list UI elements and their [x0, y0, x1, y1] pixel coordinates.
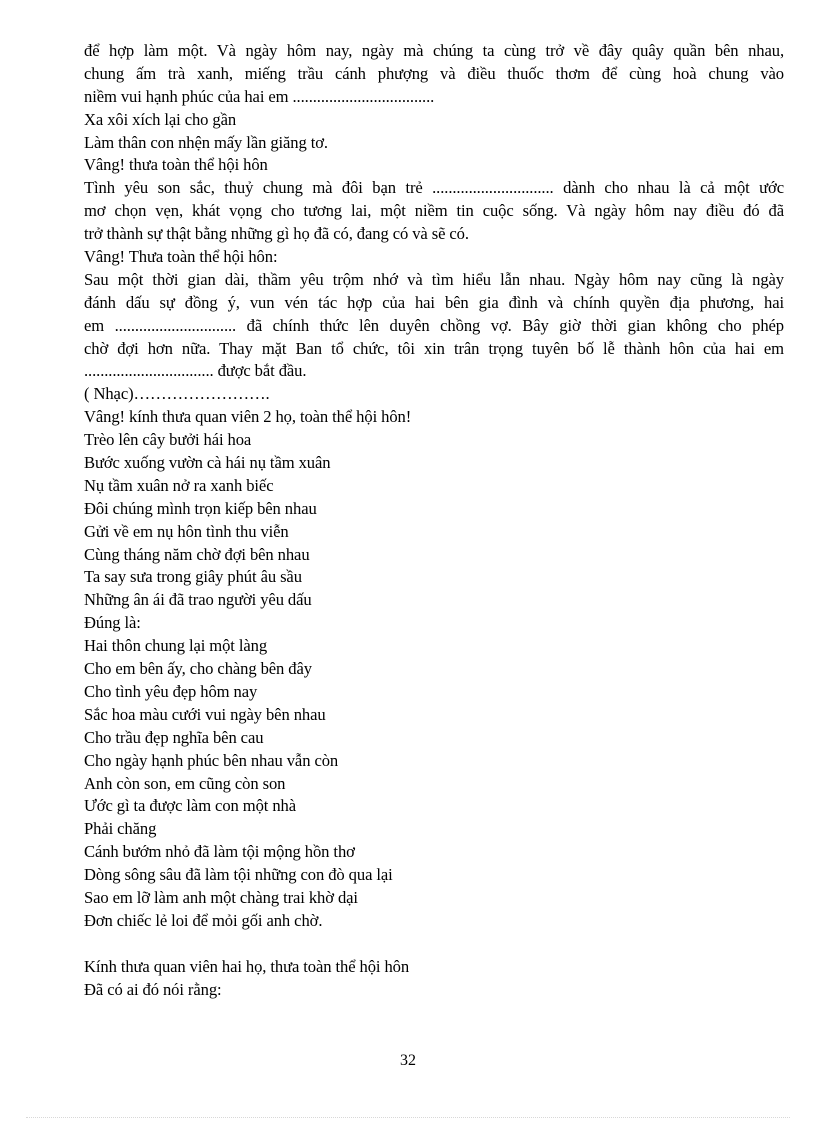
paragraph-line: chờ đợi hơn nữa. Thay mặt Ban tổ chức, tôi xin trân trọng tuyên bố lễ thành hôn của hai em — [84, 338, 784, 358]
poem-line: Bước xuống vườn cà hái nụ tầm xuân — [84, 453, 331, 473]
poem-line: Cho em bên ấy, cho chàng bên đây — [84, 659, 312, 679]
poem-line: Đôi chúng mình trọn kiếp bên nhau — [84, 498, 317, 518]
paragraph-line: niềm vui hạnh phúc của hai em ................................... — [84, 86, 435, 106]
poem-line: Cho trầu đẹp nghĩa bên cau — [84, 727, 264, 747]
document-page — [84, 40, 784, 1001]
verse-line: Xa xôi xích lại cho gần — [84, 109, 237, 129]
poem-line: Nụ tầm xuân nở ra xanh biếc — [84, 475, 274, 495]
poem-line: Sao em lỡ làm anh một chàng trai khờ dại — [84, 887, 358, 907]
closing-line: Kính thưa quan viên hai họ, thưa toàn thể hội hôn — [84, 956, 410, 976]
paragraph-line: đánh dấu sự đồng ý, vun vén tác hợp của hai bên gia đình và chính quyền địa phương, hai — [84, 292, 784, 312]
poem-line: Anh còn son, em cũng còn son — [84, 773, 286, 793]
address-line: Vâng! kính thưa quan viên 2 họ, toàn thể hội hôn! — [84, 407, 412, 427]
page-number: 32 — [400, 1052, 416, 1069]
page-bottom-divider — [26, 1117, 790, 1118]
poem-line: Cho ngày hạnh phúc bên nhau vẫn còn — [84, 750, 339, 770]
poem-line: Cánh bướm nhỏ đã làm tội mộng hồn thơ — [84, 842, 355, 862]
paragraph-line: Sau một thời gian dài, thầm yêu trộm nhớ và tìm hiểu lẫn nhau. Ngày hôm nay cũng là ngày — [84, 269, 784, 289]
address-line: Vâng! thưa toàn thể hội hôn — [84, 155, 268, 175]
paragraph-line: để hợp làm một. Và ngày hôm nay, ngày mà chúng ta cùng trở về đây quây quần bên nhau, — [84, 41, 784, 60]
paragraph-line: chung ấm trà xanh, miếng trầu cánh phượng và điều thuốc thơm để cùng hoà chung vào — [84, 63, 784, 83]
poem-line: Cho tình yêu đẹp hôm nay — [84, 681, 258, 701]
poem-line: Phải chăng — [84, 819, 157, 839]
poem-line: Trèo lên cây bưởi hái hoa — [84, 430, 252, 450]
blank-line — [84, 933, 784, 956]
paragraph-line: trở thành sự thật bằng những gì họ đã có, đang có và sẽ có. — [84, 224, 469, 244]
poem-line: Đơn chiếc lẻ loi để mỏi gối anh chờ. — [84, 910, 323, 930]
paragraph-line: ................................ được bắt đầu. — [84, 361, 307, 381]
poem-line: Cùng tháng năm chờ đợi bên nhau — [84, 544, 310, 564]
closing-line: Đã có ai đó nói rằng: — [84, 979, 222, 999]
poem-line: Đúng là: — [84, 613, 141, 633]
music-cue: ( Nhạc)……………………. — [84, 384, 270, 404]
address-line: Vâng! Thưa toàn thể hội hôn: — [84, 247, 278, 267]
poem-line: Ta say sưa trong giây phút âu sầu — [84, 567, 302, 587]
poem-line: Gửi về em nụ hôn tình thu viễn — [84, 521, 289, 541]
poem-line: Ước gì ta được làm con một nhà — [84, 796, 296, 816]
poem-line: Dòng sông sâu đã làm tội những con đò qua lại — [84, 865, 393, 885]
verse-line: Làm thân con nhện mấy lần giăng tơ. — [84, 132, 328, 152]
paragraph-line: mơ chọn vẹn, khát vọng cho tương lai, một niềm tin cuộc sống. Và ngày hôm nay điều đó đã — [84, 201, 784, 221]
poem-line: Hai thôn chung lại một làng — [84, 636, 268, 656]
poem-line: Những ân ái đã trao người yêu dấu — [84, 590, 312, 610]
poem-line: Sắc hoa màu cưới vui ngày bên nhau — [84, 704, 326, 724]
paragraph-line: em .............................. đã chính thức lên duyên chồng vợ. Bây giờ thời gian không cho phép — [84, 315, 784, 335]
paragraph-line: Tình yêu son sắc, thuỷ chung mà đôi bạn trẻ .............................. dành cho nhau là cả một ước — [84, 178, 784, 198]
